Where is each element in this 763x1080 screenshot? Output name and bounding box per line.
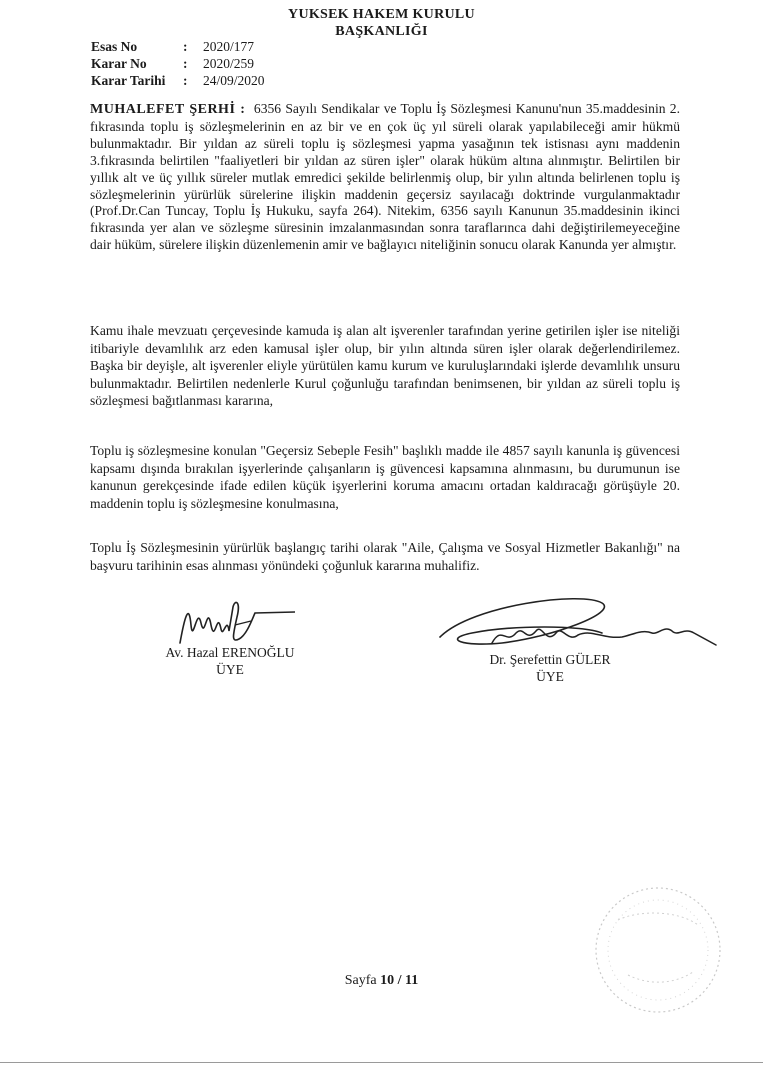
signature-block-erenoglu	[130, 644, 330, 678]
signatory-role: ÜYE	[536, 669, 564, 684]
paragraph-job-security: Toplu iş sözleşmesine konulan "Geçersiz Sebeple Fesih" başlıklı madde ile 4857 sayılı kanunla iş güvencesi kapsamı dışında bırakılan işyerlerinde çalışanların iş güvencesi kapsamına alınmasını, bu durumunun ise kanunun gerekçesinde ifade edilen küçük işyerlerini koruma amacını ortadan kaldıracağı görüşüyle 20. maddenin toplu iş sözleşmesine konulmasına,	[90, 443, 680, 511]
meta-row-karar-tarihi	[91, 72, 265, 89]
case-metadata	[91, 38, 265, 89]
meta-label: Esas No	[91, 39, 138, 54]
paragraph-effective-date: Toplu İş Sözleşmesinin yürürlük başlangıç tarihi olarak "Aile, Çalışma ve Sosyal Hizmetler Bakanlığı" na başvuru tarihinin esas alınması yönündeki çoğunluk kararına muhalifiz.	[90, 540, 680, 573]
meta-label: Karar Tarihi	[91, 73, 166, 88]
paragraph-public-procurement: Kamu ihale mevzuatı çerçevesinde kamuda iş alan alt işverenler tarafından yerine getirilen işler ise niteliği itibariyle devamlılık arz eden kamusal işler olup, bir yılın altında süren işler olarak değerlendirilemez. Başka bir deyişle, alt işverenler eliyle yürütülen kamu kurum ve kuruluşlarındaki işlerde devamlılık unsuru bulunmaktadır. Belirtilen nedenlerle Kurul çoğunluğu tarafından benimsenen, bir yıldan az süreli toplu iş sözleşmesi bağıtlanması kararına,	[90, 323, 680, 409]
signature-block-guler	[470, 651, 630, 685]
scan-edge-line	[0, 1062, 763, 1063]
paragraph-dissent-opinion	[90, 101, 680, 254]
meta-colon: :	[183, 56, 188, 71]
signatory-name: Dr. Şerefettin GÜLER	[489, 652, 611, 667]
signatory-name: Av. Hazal ERENOĞLU	[165, 645, 295, 660]
meta-row-esas-no	[91, 38, 265, 55]
institution-name: YUKSEK HAKEM KURULU	[288, 7, 475, 22]
meta-row-karar-no	[91, 55, 265, 72]
institution-department: BAŞKANLIĞI	[335, 24, 428, 39]
meta-label: Karar No	[91, 56, 147, 71]
meta-value: 24/09/2020	[203, 73, 265, 88]
meta-colon: :	[183, 39, 188, 54]
page-footer	[0, 973, 763, 989]
faint-seal-stamp	[588, 880, 728, 1020]
signatory-role: ÜYE	[216, 662, 244, 677]
dissent-heading: MUHALEFET ŞERHİ :	[90, 102, 246, 117]
meta-value: 2020/259	[203, 56, 255, 71]
meta-value: 2020/177	[203, 39, 255, 54]
meta-colon: :	[183, 73, 188, 88]
page-label: Sayfa	[344, 973, 377, 988]
paragraph-text: 6356 Sayılı Sendikalar ve Toplu İş Sözleşmesi Kanunu'nun 35.maddesinin 2. fıkrasında toplu iş sözleşmelerinin en az bir ve en çok üç yıl süreli olarak yapılabileceği amir hükmü bulunmaktadır. Bir yıldan az süreli toplu iş sözleşmesi yapma yasağının tek istisnası aynı maddenin 3.fıkrasında belirtilen "faaliyetleri bir yıldan az süren işler" olarak hüküm altına alınmıştır. Belirtilen bir yıllık alt ve üç yıllık süreler mutlak emredici şekilde belirlenmiş olup, bir yılın altında belirlenen toplu iş sözleşmelerinin yürürlük sürelerine ilişkin maddenin geçersiz sayılacağı doktrinde vurgulanmaktadır (Prof.Dr.Can Tuncay, Toplu İş Hukuku, sayfa 264). Nitekim, 6356 sayılı Kanunun 35.maddesinin ikinci fıkrasında yer alan ve sözleşme süresinin imzalanmasından sonra taraflarınca dahi değiştirilemeyeceğine dair hüküm, sürelere ilişkin düzenlemenin amir ve bağlayıcı niteliğinin sonucu olarak Kanunda yer almıştır.	[90, 101, 680, 253]
page-number: 10 / 11	[380, 973, 419, 988]
